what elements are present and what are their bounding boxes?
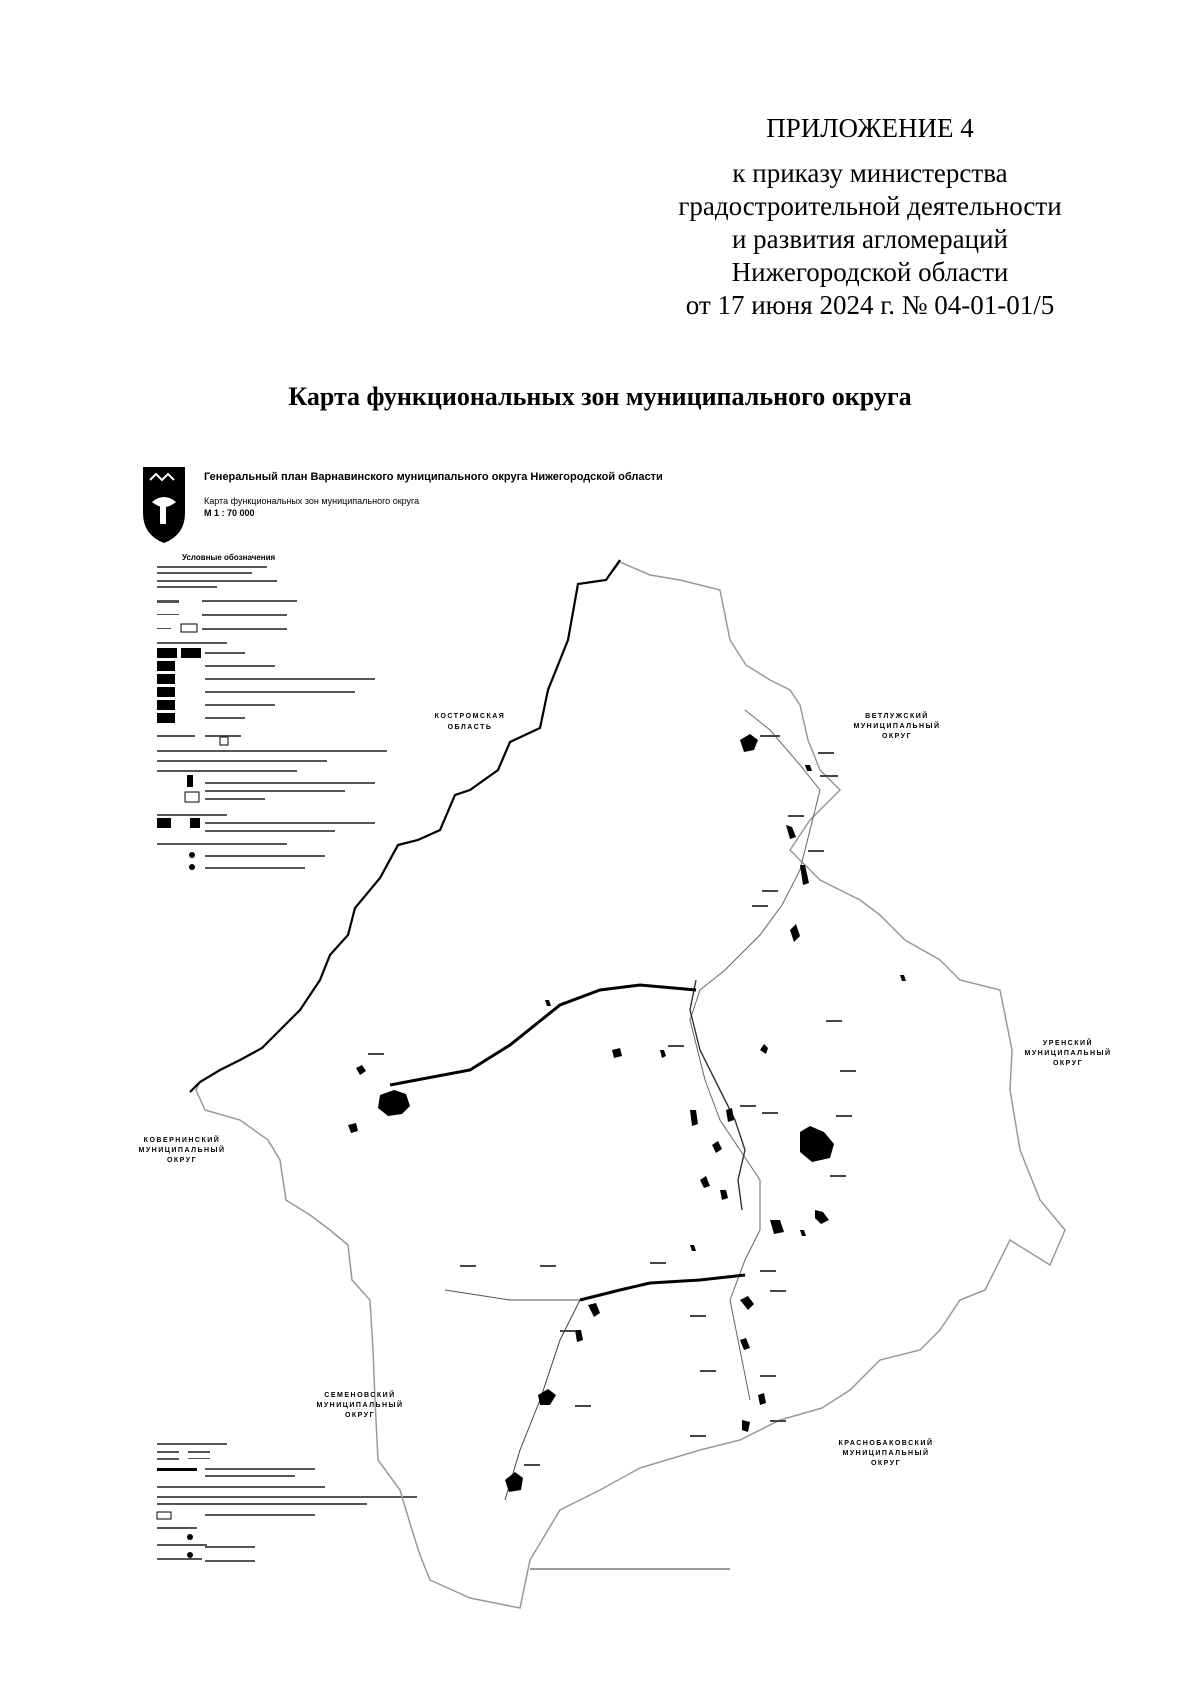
label-semenovsky: МУНИЦИПАЛЬНЫЙ xyxy=(316,1402,404,1409)
label-kostroma: КОСТРОМСКАЯ xyxy=(434,713,506,720)
appendix-line: и развития агломераций xyxy=(731,224,1008,254)
appendix-heading: ПРИЛОЖЕНИЕ 4 xyxy=(766,113,974,143)
label-krasnobakovsky: МУНИЦИПАЛЬНЫЙ xyxy=(842,1450,930,1457)
legend-upper xyxy=(157,553,387,870)
settlements xyxy=(348,734,906,1492)
district-boundary xyxy=(196,562,1065,1608)
map-scale: М 1 : 70 000 xyxy=(204,508,255,518)
footer-rule xyxy=(530,1568,730,1570)
settlement-labels xyxy=(368,735,856,1466)
label-semenovsky: ОКРУГ xyxy=(344,1412,376,1419)
label-semenovsky: СЕМЕНОВСКИЙ xyxy=(324,1392,396,1399)
road-south xyxy=(580,1275,745,1300)
label-vetluzhsky: МУНИЦИПАЛЬНЫЙ xyxy=(853,723,941,730)
road-west xyxy=(390,985,696,1085)
label-urensky: ОКРУГ xyxy=(1052,1060,1084,1067)
map-header-subtitle: Карта функциональных зон муниципального округа xyxy=(204,496,420,506)
label-koverninsky: КОВЕРНИНСКИЙ xyxy=(143,1137,221,1144)
document-title: Карта функциональных зон муниципального округа xyxy=(288,382,912,411)
label-urensky: УРЕНСКИЙ xyxy=(1042,1040,1094,1047)
label-vetluzhsky: ОКРУГ xyxy=(881,733,913,740)
label-krasnobakovsky: ОКРУГ xyxy=(870,1460,902,1467)
road-south-west xyxy=(445,1290,580,1300)
label-koverninsky: МУНИЦИПАЛЬНЫЙ xyxy=(138,1147,226,1154)
river xyxy=(690,710,820,1400)
map-header-title: Генеральный план Варнавинского муниципального округа Нижегородской области xyxy=(204,471,663,483)
label-kostroma: ОБЛАСТЬ xyxy=(447,724,493,731)
label-vetluzhsky: ВЕТЛУЖСКИЙ xyxy=(865,713,929,720)
appendix-line: градостроительной деятельности xyxy=(678,191,1062,221)
appendix-line: к приказу министерства xyxy=(732,158,1008,188)
appendix-line: Нижегородской области xyxy=(731,257,1009,287)
label-krasnobakovsky: КРАСНОБАКОВСКИЙ xyxy=(838,1440,934,1447)
label-urensky: МУНИЦИПАЛЬНЫЙ xyxy=(1024,1050,1112,1057)
appendix-line: от 17 июня 2024 г. № 04-01-01/5 xyxy=(685,290,1055,320)
river xyxy=(690,980,745,1210)
neighbor-labels xyxy=(139,711,1112,1467)
label-koverninsky: ОКРУГ xyxy=(166,1157,198,1164)
region-boundary xyxy=(190,560,620,1092)
coat-of-arms-emblem xyxy=(143,467,185,543)
legend-title: Условные обозначения xyxy=(182,553,276,562)
